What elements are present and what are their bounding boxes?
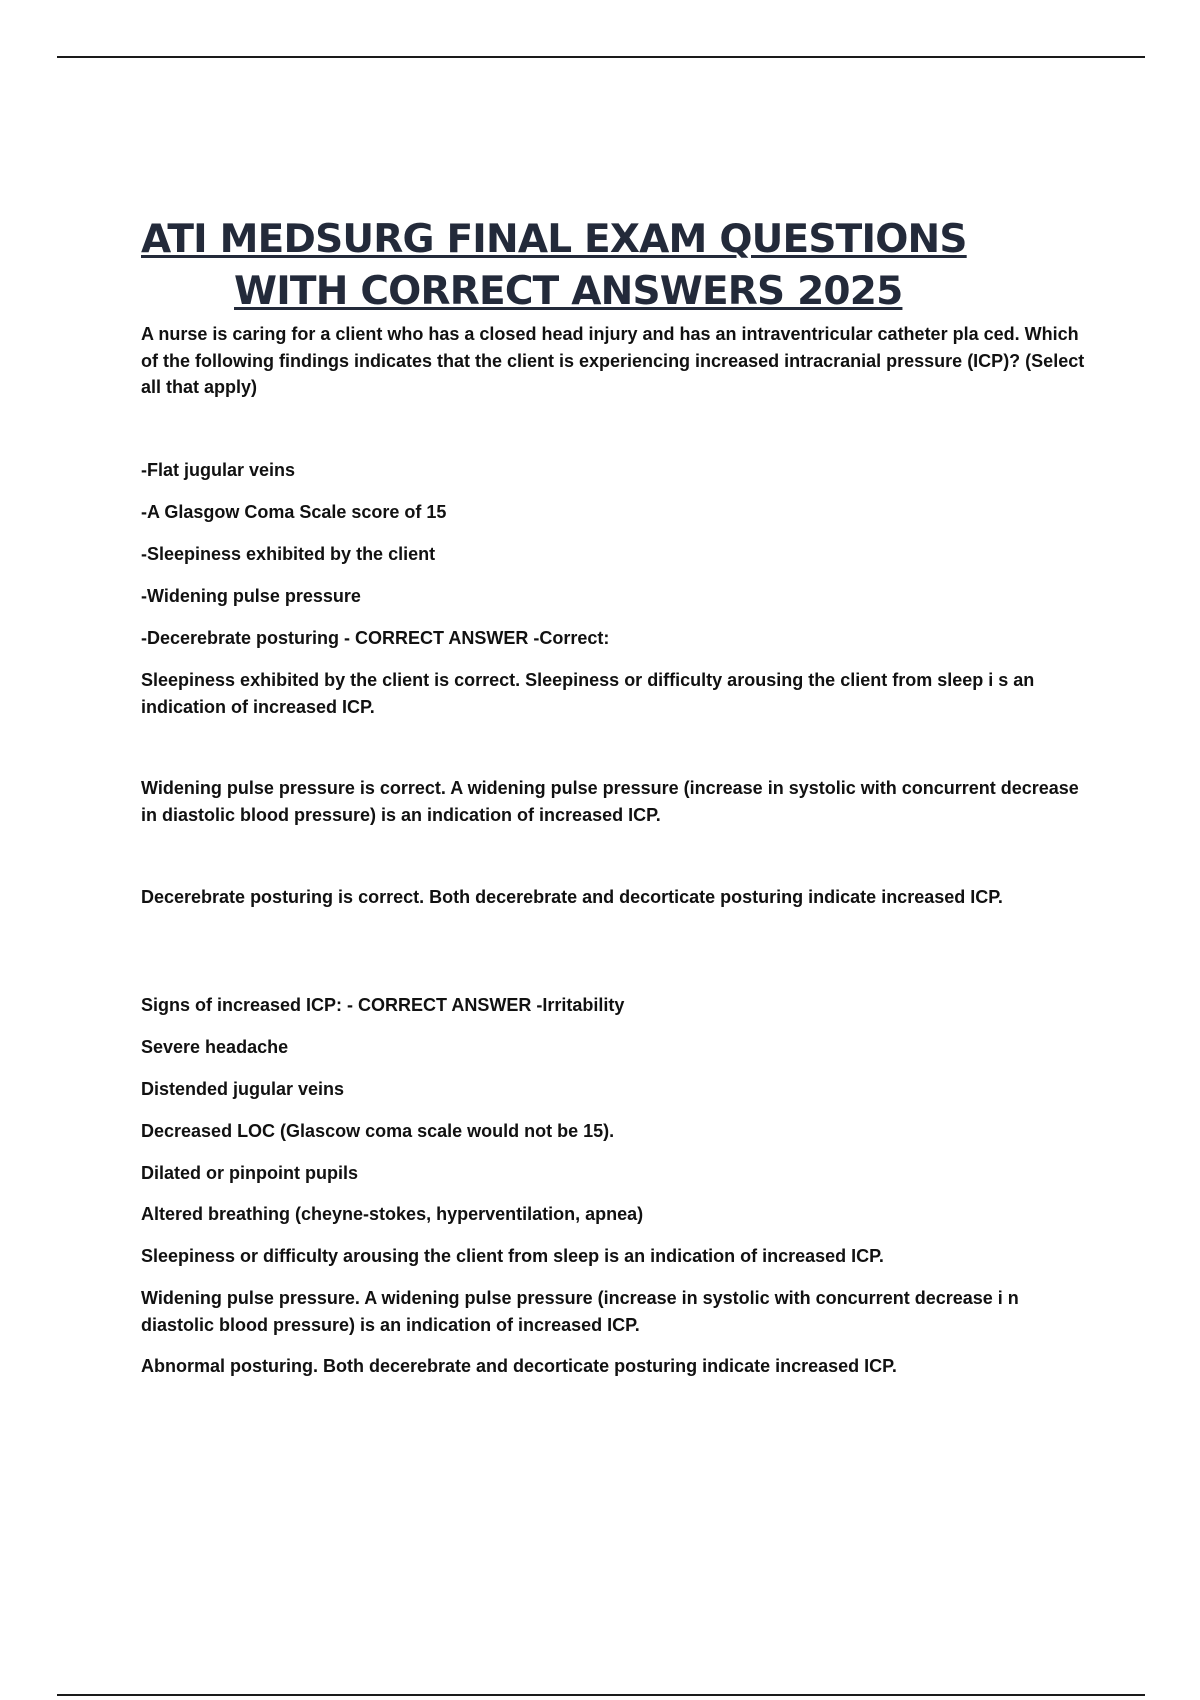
question-text: A nurse is caring for a client who has a closed head injury and has an intraventricular catheter pla ced. Which of the following findings indicates that the client is experiencing increased intracranial pressure (ICP)? (Select all that apply) xyxy=(141,324,1085,397)
sign-item: Altered breathing (cheyne-stokes, hyperventilation, apnea) xyxy=(141,1204,644,1224)
option-item: -Flat jugular veins xyxy=(141,460,296,480)
explanation-paragraph: Decerebrate posturing is correct. Both decerebrate and decorticate posturing indicate increased ICP. xyxy=(141,887,1003,907)
sign-item: Distended jugular veins xyxy=(141,1079,345,1099)
sign-item: Severe headache xyxy=(141,1037,289,1057)
explanation-paragraph: Widening pulse pressure is correct. A widening pulse pressure (increase in systolic with concurrent decrease in diastolic blood pressure) is an indication of increased ICP. xyxy=(141,778,1079,825)
sign-item: Dilated or pinpoint pupils xyxy=(141,1163,358,1183)
option-item-answer: -Decerebrate posturing - CORRECT ANSWER -Correct: xyxy=(141,628,610,648)
sign-item: Widening pulse pressure. A widening pulse pressure (increase in systolic with concurrent decrease i n diastolic blood pressure) is an indication of increased ICP. xyxy=(141,1288,1019,1335)
sign-item: Sleepiness or difficulty arousing the client from sleep is an indication of increased ICP. xyxy=(141,1246,884,1266)
explanation-paragraph: Sleepiness exhibited by the client is correct. Sleepiness or difficulty arousing the client from sleep i s an indication of increased ICP. xyxy=(141,670,1035,717)
document-title xyxy=(141,214,1141,318)
sign-item: Abnormal posturing. Both decerebrate and decorticate posturing indicate increased ICP. xyxy=(141,1356,897,1376)
title-line-2: WITH CORRECT ANSWERS 2025 xyxy=(234,269,903,314)
top-rule xyxy=(57,56,1145,58)
signs-heading: Signs of increased ICP: - CORRECT ANSWER -Irritability xyxy=(141,995,625,1015)
option-item: -Widening pulse pressure xyxy=(141,586,361,606)
bottom-rule xyxy=(57,1694,1145,1696)
sign-item: Decreased LOC (Glascow coma scale would not be 15). xyxy=(141,1121,615,1141)
title-line-1: ATI MEDSURG FINAL EXAM QUESTIONS xyxy=(141,217,967,262)
option-item: -Sleepiness exhibited by the client xyxy=(141,544,436,564)
option-item: -A Glasgow Coma Scale score of 15 xyxy=(141,502,447,522)
